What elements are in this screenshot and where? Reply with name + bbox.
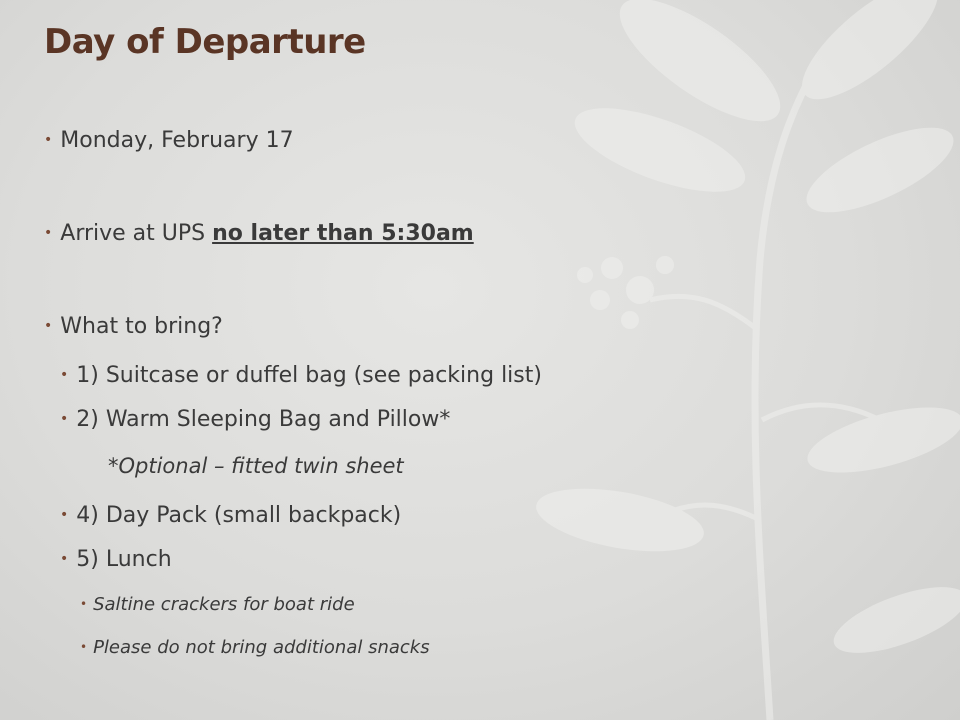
branch [762,405,880,420]
bullet-icon: • [44,225,53,241]
bullet-what-to-bring [44,314,223,339]
item-lunch [60,547,172,572]
sub-item-crackers [80,594,355,615]
berry [621,311,639,329]
berry [601,257,623,279]
bullet-icon: • [60,411,69,427]
leaf [531,478,708,563]
bullet-icon: • [80,640,88,654]
branch [650,296,758,330]
sub-item-crackers-text: Saltine crackers for boat ride [93,594,355,615]
sub-item-no-snacks [80,637,430,658]
leaf [826,574,960,667]
berry [656,256,674,274]
optional-note: *Optional – fitted twin sheet [108,454,404,478]
bullet-date [44,128,294,153]
sub-item-no-snacks-text: Please do not bring additional snacks [93,637,430,658]
stem [755,60,820,720]
bullet-icon: • [44,132,53,148]
berry [626,276,654,304]
leaf [801,394,960,486]
bullet-arrive [44,221,474,246]
bullet-date-text: Monday, February 17 [60,128,294,153]
item-sleeping-bag-text: 2) Warm Sleeping Bag and Pillow* [76,407,451,432]
berry [577,267,593,283]
bullet-arrive-text: Arrive at UPS [60,221,213,246]
item-lunch-text: 5) Lunch [76,547,172,572]
item-day-pack-text: 4) Day Pack (small backpack) [76,503,402,528]
bullet-icon: • [60,367,69,383]
berry [590,290,610,310]
item-suitcase [60,363,542,388]
item-sleeping-bag [60,407,450,432]
bullet-icon: • [44,318,53,334]
item-day-pack [60,503,401,528]
bullet-icon: • [60,551,69,567]
leaf [786,0,955,118]
bullet-icon: • [80,597,88,611]
bullet-icon: • [60,507,69,523]
slide-title: Day of Departure [44,22,366,62]
leaf [796,111,960,229]
item-suitcase-text: 1) Suitcase or duffel bag (see packing list) [76,363,542,388]
arrival-deadline: no later than 5:30am [212,221,474,246]
bullet-what-to-bring-text: What to bring? [60,314,223,339]
